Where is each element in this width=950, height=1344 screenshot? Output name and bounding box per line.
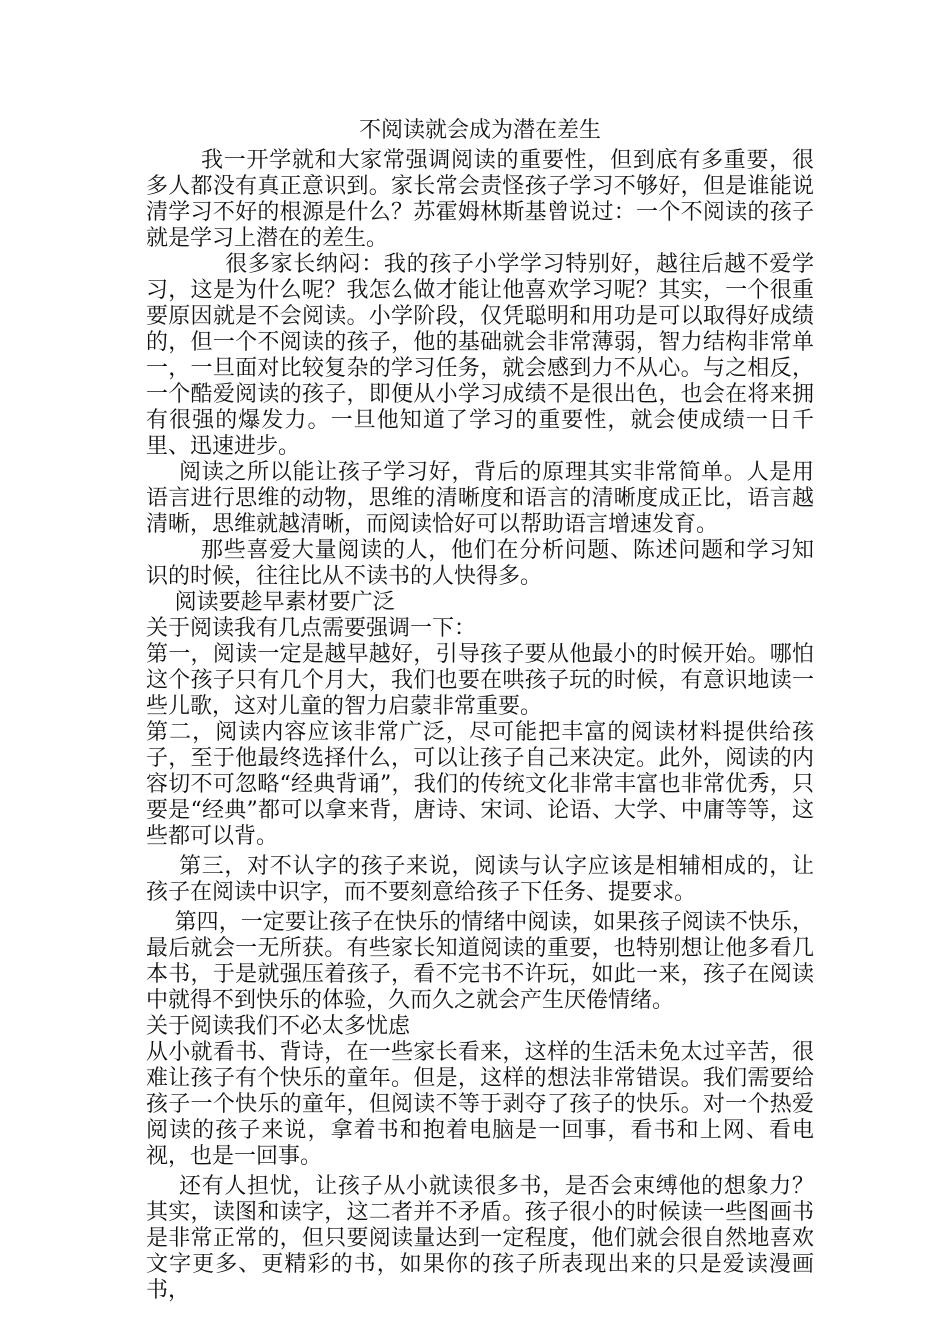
document-title: 不阅读就会成为潜在差生 <box>358 118 601 143</box>
section-heading: 关于阅读我们不必太多忧虑 <box>146 1014 411 1039</box>
paragraph: 很多家长纳闷：我的孩子小学学习特别好，越往后越不爱学习，这是为什么呢？我怎么做才能让他喜欢学习呢？其实，一个很重要原因就是不会阅读。小学阶段，仅凭聪明和用功是可以取得好成绩的，但一个不阅读的孩子，他的基础就会非常薄弱，智力结构非常单一，一旦面对比较复杂的学习任务，就会感到力不从心。与之相反，一个酷爱阅读的孩子，即便从小学习成绩不是很出色，也会在将来拥有很强的爆发力。一旦他知道了学习的重要性，就会使成绩一日千里、迅速进步。 <box>146 252 814 459</box>
paragraph: 第三，对不认字的孩子来说，阅读与认字应该是相辅相成的，让孩子在阅读中识字，而不要刻意给孩子下任务、提要求。 <box>146 854 814 905</box>
paragraph: 关于阅读我有几点需要强调一下： <box>146 616 477 641</box>
paragraph: 我一开学就和大家常强调阅读的重要性，但到底有多重要，很多人都没有真正意识到。家长常会责怪孩子学习不够好，但是谁能说清学习不好的根源是什么？苏霍姆林斯基曾说过：一个不阅读的孩子就是学习上潜在的差生。 <box>146 148 814 251</box>
paragraph: 还有人担忧，让孩子从小就读很多书，是否会束缚他的想象力？其实，读图和读字，这二者并不矛盾。孩子很小的时候读一些图画书是非常正常的，但只要阅读量达到一定程度，他们就会很自然地喜欢文字更多、更精彩的书，如果你的孩子所表现出来的只是爱读漫画书， <box>146 1174 814 1303</box>
paragraph: 第二，阅读内容应该非常广泛，尽可能把丰富的阅读材料提供给孩子，至于他最终选择什么，可以让孩子自己来决定。此外，阅读的内容切不可忽略“经典背诵”，我们的传统文化非常丰富也非常优秀，只要是“经典”都可以拿来背，唐诗、宋词、论语、大学、中庸等等，这些都可以背。 <box>146 720 814 849</box>
document-page <box>146 118 814 1304</box>
paragraph: 阅读之所以能让孩子学习好，背后的原理其实非常简单。人是用语言进行思维的动物，思维的清晰度和语言的清晰度成正比，语言越清晰，思维就越清晰，而阅读恰好可以帮助语言增速发育。 <box>146 460 814 537</box>
paragraph: 那些喜爱大量阅读的人，他们在分析问题、陈述问题和学习知识的时候，往往比从不读书的人快得多。 <box>146 538 814 589</box>
paragraph: 第四，一定要让孩子在快乐的情绪中阅读，如果孩子阅读不快乐，最后就会一无所获。有些家长知道阅读的重要，也特别想让他多看几本书，于是就强压着孩子，看不完书不许玩，如此一来，孩子在阅读中就得不到快乐的体验，久而久之就会产生厌倦情绪。 <box>146 910 814 1013</box>
paragraph: 第一，阅读一定是越早越好，引导孩子要从他最小的时候开始。哪怕这个孩子只有几个月大，我们也要在哄孩子玩的时候，有意识地读一些儿歌，这对儿童的智力启蒙非常重要。 <box>146 642 814 719</box>
section-heading: 阅读要趁早素材要广泛 <box>174 590 395 615</box>
paragraph: 从小就看书、背诗，在一些家长看来，这样的生活未免太过辛苦，很难让孩子有个快乐的童年。但是，这样的想法非常错误。我们需要给孩子一个快乐的童年，但阅读不等于剥夺了孩子的快乐。对一个热爱阅读的孩子来说，拿着书和抱着电脑是一回事，看书和上网、看电视，也是一回事。 <box>146 1040 814 1169</box>
